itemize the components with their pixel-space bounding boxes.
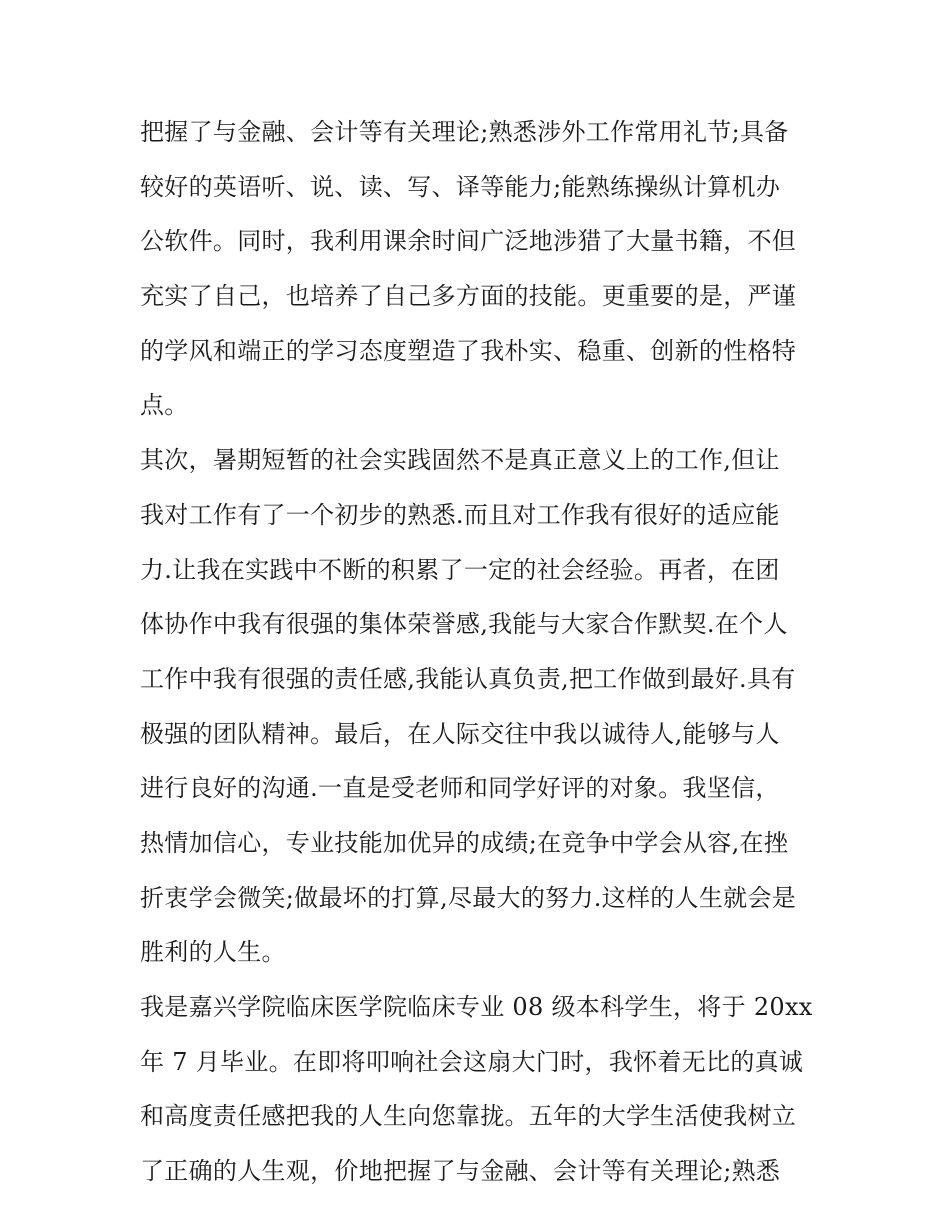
document-body	[140, 105, 820, 1199]
text-line: 较好的英语听、说、读、写、译等能力;能熟练操纵计算机办	[140, 172, 781, 201]
text-line: 折衷学会微笑;做最坏的打算,尽最大的努力.这样的人生就会是	[140, 883, 797, 912]
text-line: 公软件。同时，我利用课余时间广泛地涉猎了大量书籍，不但	[140, 227, 797, 256]
text-line: 其次，暑期短暂的社会实践固然不是真正意义上的工作,但让	[140, 446, 780, 475]
text-line: 的学风和端正的学习态度塑造了我朴实、稳重、创新的性格特	[140, 336, 797, 365]
text-line: 进行良好的沟通.一直是受老师和同学好评的对象。我坚信，	[140, 774, 780, 803]
text-line: 我是嘉兴学院临床医学院临床专业 08 级本科学生，将于 20xx	[140, 993, 813, 1021]
text-line: 和高度责任感把我的人生向您靠拢。五年的大学生活使我树立	[140, 1102, 797, 1131]
text-line: 热情加信心，专业技能加优异的成绩;在竞争中学会从容,在挫	[140, 828, 789, 857]
text-line: 我对工作有了一个初步的熟悉.而且对工作我有很好的适应能	[140, 500, 780, 529]
text-line: 力.让我在实践中不断的积累了一定的社会经验。再者，在团	[140, 555, 780, 584]
text-line: 点。	[140, 391, 189, 420]
text-line: 胜利的人生。	[140, 938, 286, 967]
text-line: 了正确的人生观，价地把握了与金融、会计等有关理论;熟悉	[140, 1157, 781, 1186]
text-line: 工作中我有很强的责任感,我能认真负责,把工作做到最好.具有	[140, 664, 796, 693]
text-line: 把握了与金融、会计等有关理论;熟悉涉外工作常用礼节;具备	[140, 118, 789, 146]
text-line: 体协作中我有很强的集体荣誉感,我能与大家合作默契.在个人	[140, 610, 788, 639]
text-line: 年 7 月毕业。在即将叩响社会这扇大门时，我怀着无比的真诚	[140, 1047, 804, 1076]
text-line: 充实了自己，也培养了自己多方面的技能。更重要的是，严谨	[140, 282, 797, 311]
text-line: 极强的团队精神。最后，在人际交往中我以诚待人,能够与人	[140, 719, 780, 748]
